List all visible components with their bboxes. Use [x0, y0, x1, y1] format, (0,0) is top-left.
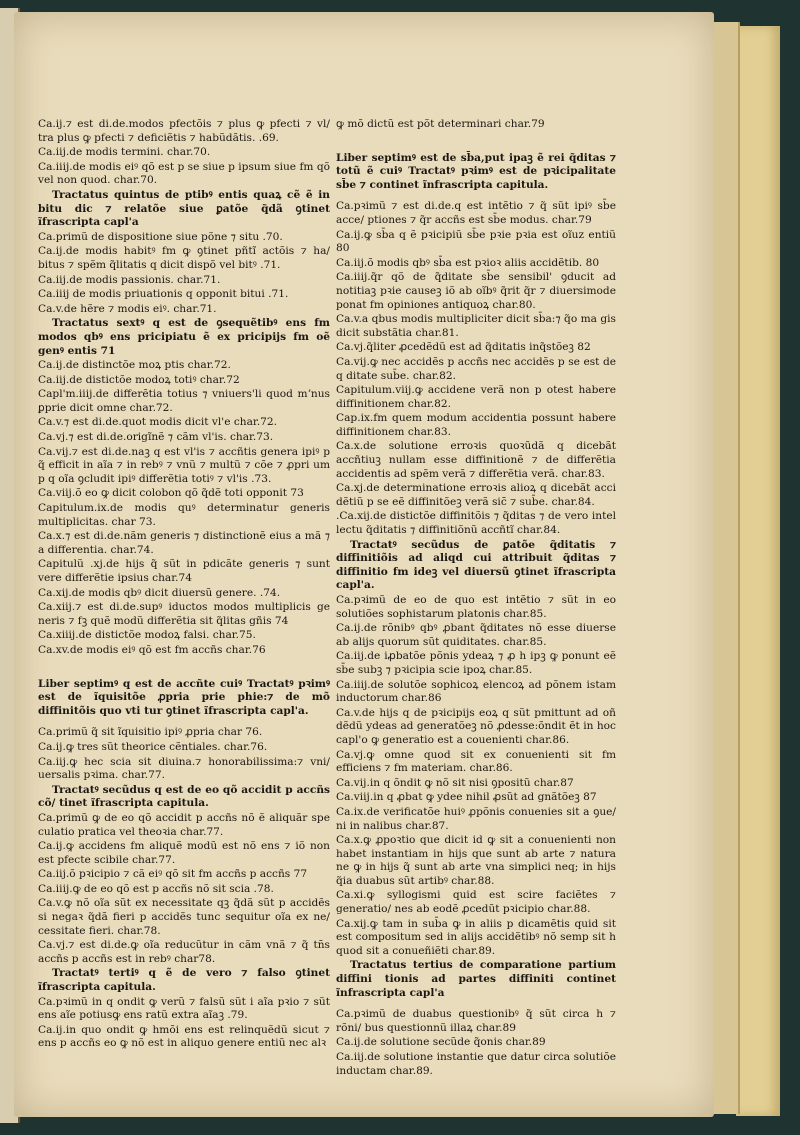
- index-entry: Ca.vij.in q õndit ꝙ nõ sit nisi ꝯpositũ char.87: [336, 776, 574, 789]
- index-entry: Ca.iij.õ pꝛicipio ⁊ cã eiꝰ qõ sit fm accñs p accñs 77: [38, 868, 308, 881]
- index-entry: Ca.ij.de modis habitꝰ fm ꝙ ꝯtinet pñtĩ actõis ⁊ ha/ bitus ⁊ spẽm q̃litatis q dicit dispõ vel bitꝰ .71.: [38, 245, 330, 271]
- index-entry: Ca.xiij.⁊ est di.de.supꝰ iductos modos multiplicis ge neris ⁊ fꝫ quẽ modũ differẽtia sit q̃litas gñis 74: [38, 601, 330, 627]
- index-entry: Ca.primũ ꝙ de eo qõ accidit p accñs nõ ẽ aliquãr spe culatio pratica vel theoꝛia char.77.: [38, 811, 330, 838]
- index-entry: Ca.primũ de dispositione siue põne ⁊ situ .70.: [38, 230, 283, 243]
- section-heading: Liber septimꝰ est de sb̄a,put ipaꝫ ẽ rei q̃ditas ⁊ totũ ẽ cuiꝰ Tractatꝰ pꝛimꝰ est de pꝛicipalitate sb̄e ⁊ continet ĩnfrascripta capitula.: [336, 151, 616, 191]
- index-entry: Ca.viij.õ eo ꝙ dicit colobon qõ q̃dẽ toti opponit 73: [38, 487, 304, 500]
- index-entry: Ca.xij.de modis qbꝰ dicit diuersũ genere. .74.: [38, 586, 281, 599]
- section-heading: Tractatus quintus de ptibꝰ entis quaꝝ cẽ ẽ in bitu dic ⁊ relatõe siue ꝑatõe q̃dã ꝯtinet ĩfrascripta capl'a: [38, 188, 330, 229]
- index-entry: Cap.ix.fm quem modum accidentia possunt habere diffinitionem char.83.: [336, 412, 616, 438]
- index-entry: Ca.xi.ꝙ syllogismi quid est scire faciẽtes ⁊ generatio/ nes ab eodẽ ꝓcedũt pꝛicipio char.88.: [336, 889, 616, 916]
- index-entry: Ca.ij.de distinctõe moꝝ ptis char.72.: [38, 359, 231, 372]
- right-column-index: [336, 118, 616, 1079]
- index-entry: .Ca.xij.de distictõe diffinitõis ⁊ q̃ditas ⁊ de vero intel lectu q̃ditatis ⁊ diffinitiõnũ accñtĩ char.84.: [336, 510, 616, 537]
- index-entry: Ca.v.de hẽre ⁊ modis eiꝰ. char.71.: [38, 302, 217, 315]
- index-entry: Ca.iij.õ modis qbꝰ sb̄a est pꝛioꝛ aliis accidẽtib. 80: [336, 256, 600, 269]
- section-heading: Tractatus sextꝰ q est de ꝯsequẽtibꝰ ens fm modos qbꝰ ens pricipiatu ẽ ex pricipijs fm oẽ genꝰ entis 71: [38, 317, 330, 357]
- index-entry: Ca.iij.de distictõe modoꝝ totiꝰ char.72: [38, 373, 240, 386]
- index-entry: Ca.vj.ꝙ omne quod sit ex conuenienti sit fm efficiens ⁊ fm materiam. char.86.: [336, 748, 616, 775]
- index-entry: Ca.iiij de modis priuationis q opponit bitui .71.: [38, 288, 289, 301]
- section-heading: Tractatꝰ secũdus q est de eo qõ accidit p accñs cõ/ tinet ĩfrascripta capitula.: [38, 783, 330, 810]
- index-entry: Ca.pꝛimũ in q ondit ꝙ verũ ⁊ falsũ sũt i aĩa pꝛio ⁊ sũt ens aĩe potiusꝙ ens ratũ extra aĩaꝫ .79.: [38, 995, 330, 1022]
- index-entry: Ca.ij.de solutione secũde q̃onis char.89: [336, 1036, 546, 1049]
- index-entry: Ca.ij.⁊ est di.de.modos pfectõis ⁊ plus ꝙ pfecti ⁊ vl/ tra plus ꝙ pfecti ⁊ deficiẽtis ⁊ habũdãtis. .69.: [38, 118, 330, 144]
- left-column-index: [38, 118, 330, 1052]
- index-entry: Ca.iij.de modis termini. char.70.: [38, 146, 211, 159]
- index-entry: Ca.ij.de rõnibꝰ qbꝰ ꝓbant q̃ditates nõ esse diuerse ab alijs quorum sũt quiditates. char.85.: [336, 622, 616, 648]
- index-entry: Capitulum.viij.ꝙ accidene verã non p otest habere diffinitionem char.82.: [336, 384, 616, 410]
- page-stack-edge: [712, 22, 740, 1114]
- index-entry: Ca.iiij.q̃r qõ de q̃ditate sb̄e sensibil' ꝯducit ad notitiaꝫ pꝛie causeꝫ iõ ab oĩbꝰ q̃rit q̃r ⁊ diuersimode ponat fm opiniones antiquoꝝ char.80.: [336, 271, 616, 311]
- index-entry: ꝙ mõ dictũ est põt determinari char.79: [336, 118, 545, 130]
- index-entry: Ca.iij.ꝙ hec scia sit diuina.⁊ honorabilissima:⁊ vni/ uersalis pꝛima. char.77.: [38, 755, 330, 782]
- section-heading: Tractatus tertius de comparatione partium diffini tionis ad partes diffiniti continet ĩnfrascripta capl'a: [336, 959, 616, 999]
- index-entry: Ca.ij.ꝙ tres sũt theorice cẽntiales. char.76.: [38, 740, 268, 753]
- index-entry: Ca.vij.⁊ est di.de.naꝫ q est vl'is ⁊ accñtis genera ipiꝰ p q̃ efficit in aĩa ⁊ in rebꝰ ⁊ vnũ ⁊ multũ ⁊ cõe ⁊ ꝓpri um p q oĩa ꝯcludit ipiꝰ differẽtia totiꝰ ⁊ vl'is .73.: [38, 445, 330, 485]
- index-entry: Ca.ij.ꝙ sb̄a q ẽ pꝛicipiũ sb̄e pꝛie pꝛia est oĩuz entiũ 80: [336, 228, 616, 255]
- index-entry: Ca.primũ q̃ sit ĩquisitio ipiꝰ ꝓpria char 76.: [38, 726, 263, 739]
- index-entry: Ca.ij.in quo ondit ꝙ hmõi ens est relinquẽdũ sicut ⁊ ens p accñs eo ꝙ nõ est in aliquo genere entiũ nec alꝛ: [38, 1023, 330, 1050]
- index-entry: Ca.iiij.ꝙ de eo qõ est p accñs nõ sit scia .78.: [38, 882, 274, 895]
- index-entry: Ca.x.de solutione erroꝛis quoꝛũdã q dicebãt accñtiuꝫ nullam esse diffinitionẽ ⁊ de differẽtia accidentis ad spẽm verã ⁊ differẽtia verã. char.83.: [336, 440, 616, 480]
- index-entry: Ca.v.de hijs q de pꝛicipijs eoꝝ q sũt pmittunt ad oñ dẽdũ ydeas ad generatõeꝫ nõ ꝓdesse:õndit ẽt in hoc capl'o ꝙ generatio est a couenienti char.86.: [336, 706, 616, 746]
- section-heading: Liber septimꝰ q est de accñte cuiꝰ Tractatꝰ pꝛimꝰ est de ĩquisitõe ꝓpria prie phie:⁊ de mõ diffinitõis quo vti tur ꝯtinet ĩfrascripta capl'a.: [38, 677, 330, 717]
- index-entry: Ca.x.⁊ est di.de.nãm generis ⁊ distinctionẽ eius a mã ⁊ a differentia. char.74.: [38, 530, 330, 556]
- index-entry: Ca.iiij.de modis eiꝰ qõ est p se siue p ipsum siue fm qõ vel non quod. char.70.: [38, 160, 330, 187]
- index-entry: Ca.pꝛimũ ⁊ est di.de.q est intẽtio ⁊ q̃ sũt ipiꝰ sb̄e acce/ ptiones ⁊ q̃r accñs est sb̄e modus. char.79: [336, 200, 616, 226]
- index-entry: Ca.iij.de modis passionis. char.71.: [38, 273, 221, 286]
- index-entry: Ca.vj.q̃liter ꝓcedẽdũ est ad q̃ditatis inq̃stõeꝫ 82: [336, 341, 591, 354]
- index-entry: Ca.vj.⁊ est di.de.origĩnẽ ⁊ cãm vl'is. char.73.: [38, 431, 274, 444]
- index-entry: Capl'm.iiij.de differẽtia totius ⁊ vniuers'li quod mʼnus ꝑprie dicit omne char.72.: [38, 388, 330, 414]
- index-entry: Ca.v.⁊ est di.de.quot modis dicit vl'e char.72.: [38, 416, 278, 429]
- index-entry: Ca.v.ꝙ nõ oĩa sũt ex necessitate qꝫ q̃dã sũt p accidẽs si negaꝛ q̃dã fieri p accidẽs tunc sequitur oĩa ex ne/ cessitate fieri. char.78.: [38, 897, 330, 937]
- index-entry: Ca.xij.ꝙ tam in sub̄a ꝙ in aliis p dicamẽtis quid sit est compositum sed in alijs accidẽtibꝰ nõ semp sit h quod sit a conueñiẽti char.89.: [336, 917, 616, 957]
- section-heading: Tractatꝰ tertiꝰ q ẽ de vero ⁊ falso ꝯtinet ĩfrascripta capitula.: [38, 967, 330, 994]
- index-entry: Ca.v.a qbus modis multipliciter dicit sb̄a:⁊ q̃o ma gis dicit substãtia char.81.: [336, 313, 616, 339]
- index-entry: Ca.pꝛimũ de eo de quo est intẽtio ⁊ sũt in eo solutiões sophistarum platonis char.85.: [336, 594, 616, 620]
- index-entry: Ca.xj.de determinatione erroꝛis alioꝝ q dicebãt acci dẽtiũ p se eẽ diffinitõeꝫ verã sic̄ ⁊ sub̄e. char.84.: [336, 482, 616, 508]
- index-entry: Ca.iij.de solutione instantie que datur circa solutiõe inductam char.89.: [336, 1051, 616, 1077]
- section-heading: Tractatꝰ secũdus de ꝑatõe q̃ditatis ⁊ diffinitiõis ad aliqd cui attribuit q̃ditas ⁊ diffinitio fm ideꝫ vel diuersũ ꝯtinet ĩfrascripta capl'a.: [336, 538, 616, 592]
- index-entry: Ca.xiiij.de distictõe modoꝝ falsi. char.75.: [38, 629, 256, 642]
- index-entry: Ca.ix.de verificatõe huiꝰ ꝓpõnis conuenies sit a ꝯue/ ni in nalibus char.87.: [336, 805, 616, 832]
- index-entry: Ca.x.ꝙ ꝓpoꝛtio que dicit id ꝙ sit a conuenienti non habet instantiam in hijs que sunt ab arte ⁊ natura ne ꝙ in hijs q̃ sunt ab arte vna simplici neq; in hijs q̃ia duabus sũt artibꝰ char.88.: [336, 834, 616, 887]
- index-entry: Ca.vj.⁊ est di.de.ꝙ oĩa reducũtur in cãm vnã ⁊ q̃ tn̄s accñs p accñs est in rebꝰ char78.: [38, 939, 330, 965]
- index-entry: Ca.iiij.de solutõe sophicoꝝ elencoꝝ ad põnem istam inductorum char.86: [336, 678, 616, 705]
- index-entry: Ca.pꝛimũ de duabus questionibꝰ q̃ sũt circa h ⁊ rõni/ bus questionnũ illaꝝ char.89: [336, 1008, 616, 1034]
- page-stack-edge-outer: [736, 26, 780, 1116]
- index-entry: Ca.iij.de iꝓbatõe põnis ydeaꝝ ⁊ ꝓ h ipꝫ ꝙ ponunt eẽ sb̄e subꝫ ⁊ pꝛicipia scie ipoꝝ char.85.: [336, 650, 616, 676]
- index-entry: Ca.ij.ꝙ accidens fm aliquẽ modũ est nõ ens ⁊ iõ non est pfecte scibile char.77.: [38, 840, 330, 866]
- index-entry: Capitulum.ix.de modis quꝰ determinatur generis multiplicitas. char 73.: [38, 502, 330, 528]
- index-entry: Ca.xv.de modis eiꝰ qõ est fm accñs char.76: [38, 643, 266, 656]
- index-entry: Ca.vij.ꝙ nec accidẽs p accñs nec accidẽs p se est de q ditate sub̄e. char.82.: [336, 355, 616, 382]
- index-entry: Ca.viij.in q ꝓbat ꝙ ydee nihil ꝓsũt ad gnãtõeꝫ 87: [336, 791, 597, 804]
- index-entry: Capitulũ .xj.de hijs q̃ sũt in pdicãte generis ⁊ sunt vere differẽtie ipsius char.74: [38, 558, 330, 584]
